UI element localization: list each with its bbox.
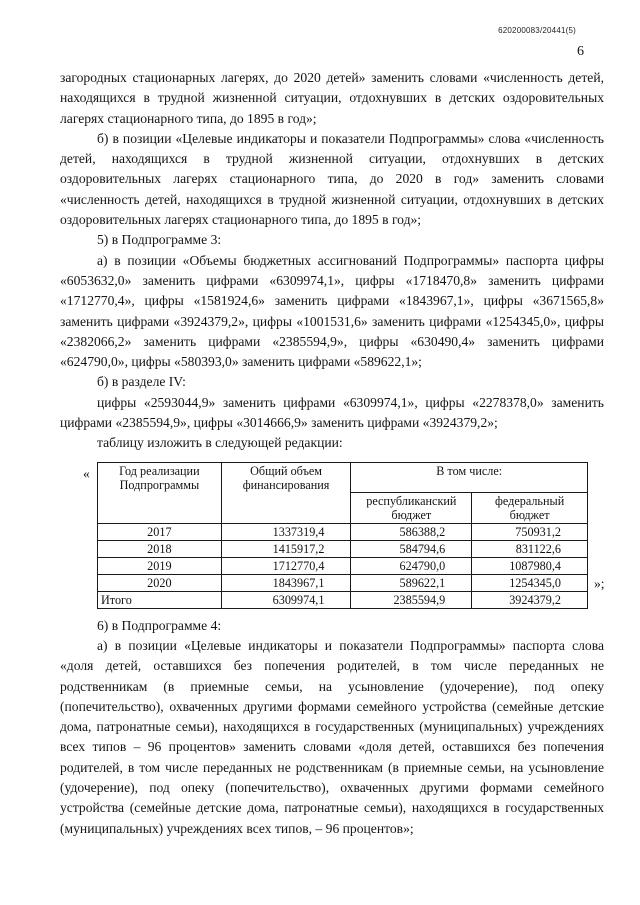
cell-federal: 1254345,0 — [472, 574, 588, 591]
paragraph: 6) в Подпрограмме 4: — [97, 617, 222, 633]
cell-total: 1712770,4 — [221, 557, 351, 574]
table-total-row — [98, 591, 588, 608]
cell-federal: 3924379,2 — [472, 591, 588, 608]
header-total: Общий объем финансирования — [221, 462, 351, 523]
page-number: 6 — [577, 44, 584, 59]
cell-year: 2018 — [98, 540, 222, 557]
cell-total: 1337319,4 — [221, 523, 351, 540]
cell-republican: 624790,0 — [351, 557, 472, 574]
cell-total: 1415917,2 — [221, 540, 351, 557]
paragraph: таблицу изложить в следующей редакции: — [97, 435, 343, 451]
header-including: В том числе: — [351, 462, 588, 492]
header-republican: республиканский бюджет — [351, 492, 472, 523]
cell-year: 2019 — [98, 557, 222, 574]
document-body — [60, 68, 604, 839]
table-open-quote: « — [83, 465, 90, 481]
cell-republican: 2385594,9 — [351, 591, 472, 608]
paragraph: а) в позиции «Целевые индикаторы и показатели Подпрограммы» паспорта слова «доля детей, оставшихся без попечения родителей, в том числе переданных не родственникам (в приемные семьи, на усыновление (удочерение), под опеку (попечительство), охваченных другими формами семейного устройства (семейные детские дома, патронатные семьи), находящихся в государственных (муниципальных) учреждениях всех типов – 96 процентов» заменить словами «доля детей, оставшихся без попечения родителей, в том числе переданных не родственникам (в приемные семьи, на усыновление (удочерение), под опеку (попечительство), охваченных другими формами семейного устройства (семейные детские дома, патронатные семьи), находящихся в государственных (муниципальных) учреждениях всех типов, – 96 процентов»; — [60, 637, 604, 836]
funding-table-block — [60, 462, 605, 607]
cell-republican: 589622,1 — [351, 574, 472, 591]
cell-federal: 831122,6 — [472, 540, 588, 557]
table-row — [98, 574, 588, 591]
cell-republican: 584794,6 — [351, 540, 472, 557]
table-row — [98, 523, 588, 540]
header-federal: федеральный бюджет — [472, 492, 588, 523]
paragraph: цифры «2593044,9» заменить цифрами «6309974,1», цифры «2278378,0» заменить цифрами «2385594,9», цифры «3014666,9» заменить цифрами «3924379,2»; — [60, 394, 604, 431]
table-close-quote: »; — [594, 575, 605, 591]
cell-republican: 586388,2 — [351, 523, 472, 540]
cell-federal: 750931,2 — [472, 523, 588, 540]
paragraph: б) в разделе IV: — [97, 374, 186, 390]
paragraph: а) в позиции «Объемы бюджетных ассигнований Подпрограммы» паспорта цифры «6053632,0» заменить цифрами «6309974,1», цифры «1718470,8» заменить цифрами «1712770,4», цифры «1581924,6» заменить цифрами «1843967,1», цифры «3671565,8» заменить цифрами «3924379,2», цифры «1001531,6» заменить цифрами «1254345,0», цифры «2382066,2» заменить цифрами «2385594,9», цифры «630490,4» заменить цифрами «624790,0», цифры «580393,0» заменить цифрами «589622,1»; — [60, 252, 604, 370]
table-row — [98, 557, 588, 574]
cell-total: 1843967,1 — [221, 574, 351, 591]
paragraph: загородных стационарных лагерях, до 2020 детей» заменить словами «численность детей, находящихся в трудной жизненной ситуации, отдохнувших в детских оздоровительных лагерях стационарного типа, до 1895 в год»; — [60, 70, 604, 126]
document-code: 620200083/20441(5) — [498, 26, 576, 35]
paragraph: 5) в Подпрограмме 3: — [97, 232, 222, 248]
cell-total: 6309974,1 — [221, 591, 351, 608]
funding-table — [97, 462, 588, 609]
paragraph: б) в позиции «Целевые индикаторы и показатели Подпрограммы» слова «численность детей, находящихся в трудной жизненной ситуации, отдохнувших в детских оздоровительных лагерях стационарного типа, до 2020 в год» заменить словами «численность детей, находящихся в трудной жизненной ситуации, отдохнувших в детских оздоровительных лагерях стационарного типа, до 1895 в год»; — [60, 130, 604, 228]
header-year: Год реализации Подпрограммы — [98, 462, 222, 523]
cell-year: 2017 — [98, 523, 222, 540]
cell-year: 2020 — [98, 574, 222, 591]
cell-federal: 1087980,4 — [472, 557, 588, 574]
table-row — [98, 540, 588, 557]
cell-total-label: Итого — [98, 591, 222, 608]
